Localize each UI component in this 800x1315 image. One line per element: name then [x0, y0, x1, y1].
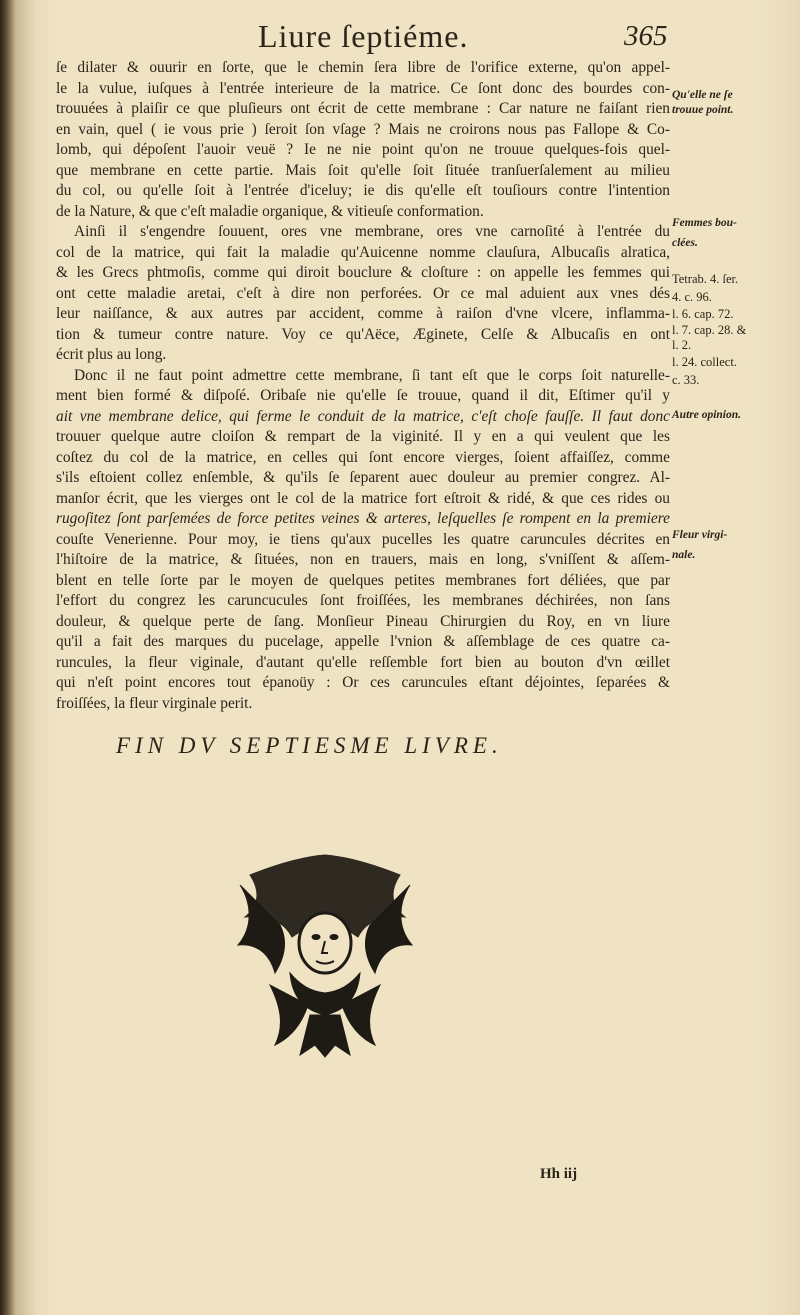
text-line: col de la matrice, qui fait la maladie qu'Auicenne nomme clauſura, Albucaſis alratica,	[56, 243, 670, 261]
margin-note: Autre opinion.	[672, 409, 742, 421]
margin-note: l. 7. cap. 28. &	[672, 323, 747, 337]
tailpiece-ornament	[230, 845, 420, 1060]
text-line: froiſſées, la fleur virginale perit.	[56, 694, 253, 712]
margin-note: l. 24. collect.	[672, 355, 737, 369]
text-line: manſor écrit, que les vierges ont le col de la matrice fort eſtroit & ridé, & que ces rides ou	[56, 489, 670, 507]
text-line: de la Nature, & que c'eſt maladie organique, & vitieuſe conformation.	[56, 202, 484, 220]
text-line: ont cette maladie aretai, c'eſt à dire non perforées. Or ce mal aduient aux vnes dés	[56, 284, 670, 302]
text-line: tion & tumeur contre nature. Voy ce qu'Aëce, Æginete, Celſe & Albucaſis en ont	[56, 325, 670, 343]
text-line: runcules, la fleur viginale, d'autant qu'elle reſſemble fort bien au bouton d'vn œillet	[56, 653, 670, 671]
signature-mark: Hh iij	[540, 1166, 578, 1182]
text-line: écrit plus au long.	[56, 346, 167, 363]
text-line: leur naiſſance, & aux autres par accident, comme à raiſon d'vne vlcere, inflamma-	[56, 305, 670, 322]
text-line: ait vne membrane delice, qui ferme le conduit de la matrice, c'eſt choſe fauſſe. Il faut donc	[56, 407, 670, 425]
text-line: l'hiſtoire de la matrice, & ſituées, non en trauers, mais en long, s'vniſſent & aſſem-	[56, 551, 670, 568]
closing-title: FIN DV SEPTIESME LIVRE.	[116, 733, 503, 758]
text-line: rugoſitez ſont parſemées de force petites veines & arteres, leſquelles ſe rompent en la premiere	[56, 510, 670, 527]
text-line: le la vulue, iuſques à l'entrée interieure de la matrice. Ce ſont donc des bourdes con-	[56, 79, 670, 97]
text-line: en vain, quel ( ie vous prie ) ſeroit ſon vſage ? Mais ne croirons nous pas Fallope & Co-	[56, 120, 670, 138]
margin-note: c. 33.	[672, 373, 700, 387]
text-line: trouuer quelque autre cloiſon & rempart de la viginité. Il y en a qui veulent que les	[56, 428, 670, 445]
text-line: douleur, & quelque perte de ſang. Monſieur Pineau Chirurgien du Roy, en vn liure	[56, 612, 670, 630]
margin-note: Qu'elle ne ſe	[672, 89, 733, 101]
margin-note: Fleur virgi-	[672, 529, 728, 541]
body-text	[56, 58, 670, 714]
text-line: s'ils eſtoient collez enſemble, & qu'ils ſe ſeparent auec douleur au premier congrez. Al-	[56, 469, 670, 486]
margin-note: trouue point.	[672, 104, 734, 116]
text-line: & les Grecs phtmoſis, comme qui diroit bouclure & cloſture : on appelle les femmes qui	[56, 264, 670, 281]
text-line: trouuées à plaiſir ce que pluſieurs ont écrit de cette membrane : Car nature ne faiſant rien	[56, 100, 670, 117]
text-line: qui n'eſt point encores tout épanoüy : Or ces caruncules eſtant déjointes, ſeparées &	[56, 674, 670, 691]
text-line: couſte Venerienne. Pour moy, ie tiens qu'aux pucelles les quatre caruncules décrites en	[56, 530, 670, 548]
margin-note: Tetrab. 4. ſer.	[672, 272, 739, 286]
page-number: 365	[624, 20, 668, 52]
text-line: coſtez du col de la matrice, en celles qui ſont encore vierges, ſoient affaiſſez, comme	[56, 448, 670, 466]
text-line: blent en telle ſorte par le moyen de quelques petites membranes fort déliées, que par	[56, 571, 670, 589]
text-line: lomb, qui dépoſent l'auoir veuë ? Ie ne nie point qu'on ne trouue quelques-fois quel-	[56, 141, 670, 158]
margin-note: 4. c. 96.	[672, 290, 712, 304]
text-line: ment bien formé & diſpoſé. Oribaſe nie qu'elle ſe trouue, quand il dit, Eſtimer qu'il y	[56, 387, 670, 404]
text-line: qu'il a fait des marques du pucelage, appelle l'vnion & aſſemblage de ces quatre ca-	[56, 633, 670, 650]
text-line: l'effort du congrez les caruncucules ſont froiſſées, les membranes déchirées, non ſans	[56, 592, 670, 609]
margin-note: l. 6. cap. 72.	[672, 307, 734, 321]
text-line: ſe dilater & ouurir en ſorte, que le chemin ſera libre de l'orifice externe, qu'on appel-	[56, 59, 670, 76]
running-title: Liure ſeptiéme.	[258, 18, 469, 54]
running-head	[0, 18, 800, 58]
margin-note: l. 2.	[672, 338, 692, 352]
text-line: Ainſi il s'engendre ſouuent, ores vne membrane, ores vne carnoſité à l'entrée du	[74, 223, 670, 240]
text-line: Donc il ne faut point admettre cette membrane, ſi tant eſt que le corps ſoit naturelle-	[74, 366, 670, 384]
text-line: du col, ou qu'elle ſoit à l'entrée d'iceluy; ie dis qu'elle eſt touſiours contre l'intention	[56, 182, 670, 199]
margin-note: Femmes bou-	[672, 217, 737, 229]
margin-note: clées.	[672, 237, 698, 249]
margin-note: nale.	[672, 549, 696, 561]
text-line: que membrane en cette partie. Mais ſoit qu'elle ſoit ſituée tranſuerſalement au milieu	[56, 161, 670, 179]
